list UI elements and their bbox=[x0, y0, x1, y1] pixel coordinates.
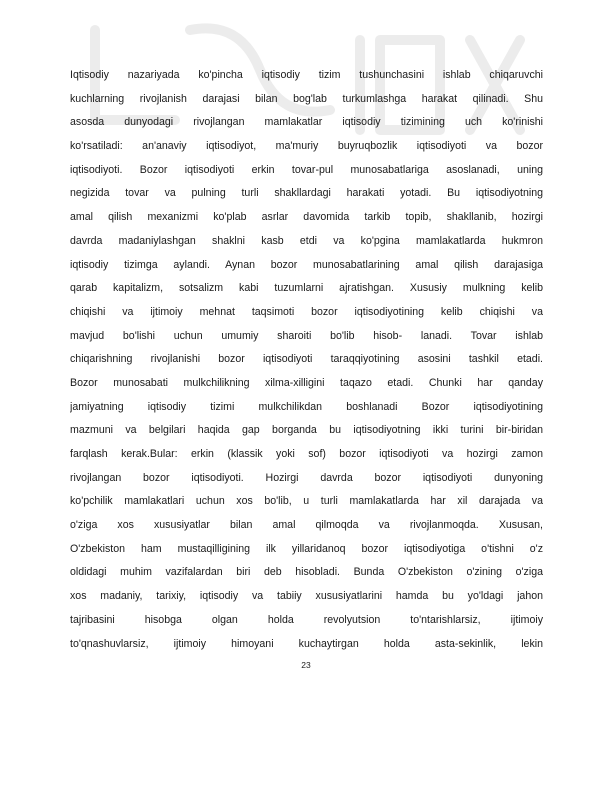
text-line: jamiyatning iqtisodiy tizimi mulkchilikdan boshlanadi Bozor iqtisodiyotining bbox=[70, 400, 543, 413]
text-line: kuchlarning rivojlanish darajasi bilan bog'lab turkumlashga harakat qilinadi. Shu bbox=[70, 92, 543, 105]
text-line: iqtisodiy tizimga aylandi. Aynan bozor munosabatlarining amal qilish darajasiga bbox=[70, 258, 543, 271]
text-line: chiqishi va ijtimoiy mehnat taqsimoti bozor iqtisodiyotining kelib chiqishi va bbox=[70, 305, 543, 318]
text-line: mazmuni va belgilari haqida gap borganda bu iqtisodiyotning ikki turini bir-biridan bbox=[70, 424, 543, 437]
text-line: ko'pchilik mamlakatlari uchun xos bo'lib, u turli mamlakatlarda har xil darajada va bbox=[70, 495, 543, 508]
text-line: Iqtisodiy nazariyada ko'pincha iqtisodiy tizim tushunchasini ishlab chiqaruvchi bbox=[70, 69, 543, 81]
text-line: to'qnashuvlarsiz, ijtimoiy himoyani kuchaytirgan holda asta-sekinlik, lekin bbox=[70, 637, 543, 650]
text-line: mavjud bo'lishi uchun umumiy sharoiti bo'lib hisob- lanadi. Tovar ishlab bbox=[70, 329, 543, 342]
text-line: tajribasini hisobga olgan holda revolyutsion to'ntarishlarsiz, ijtimoiy bbox=[70, 613, 543, 626]
text-line: qarab kapitalizm, sotsalizm kabi tuzumlarni ajratishgan. Xususiy mulkning kelib bbox=[70, 282, 543, 295]
text-line: farqlash kerak.Bular: erkin (klassik yoki sof) bozor iqtisodiyoti va hozirgi zamon bbox=[70, 448, 543, 460]
text-line: davrda madaniylashgan shaklni kasb etdi va ko'pgina mamlakatlarda hukmron bbox=[70, 234, 543, 247]
document-body bbox=[70, 64, 543, 656]
text-line: xos madaniy, tarixiy, iqtisodiy va tabiiy xususiyatlarini hamda bu yo'ldagi jahon bbox=[70, 590, 543, 603]
text-line: O'zbekiston ham mustaqilligining ilk yillaridanoq bozor iqtisodiyotiga o'tishni o'z bbox=[70, 542, 543, 555]
text-line: negizida tovar va pulning turli shakllardagi harakati yotadi. Bu iqtisodiyotning bbox=[70, 187, 543, 200]
text-line: ko'rsatiladi: an'anaviy iqtisodiyot, ma'muriy buyruqbozlik iqtisodiyoti va bozor bbox=[70, 140, 543, 153]
text-line: oldidagi muhim vazifalardan biri deb hisobladi. Bunda O'zbekiston o'zining o'ziga bbox=[70, 566, 543, 579]
page-number: 23 bbox=[301, 660, 311, 670]
text-line: o'ziga xos xususiyatlar bilan amal qilmoqda va rivojlanmoqda. Xususan, bbox=[70, 519, 543, 532]
text-line: Bozor munosabati mulkchilikning xilma-xilligini taqazo etadi. Chunki har qanday bbox=[70, 376, 543, 389]
text-line: rivojlangan bozor iqtisodiyoti. Hozirgi davrda bozor iqtisodiyoti dunyoning bbox=[70, 471, 543, 484]
text-line: chiqarishning rivojlanishi bozor iqtisodiyoti taraqqiyotining asosini tashkil etadi. bbox=[70, 353, 543, 366]
text-line: asosda dunyodagi rivojlangan mamlakatlar iqtisodiy tizimining uch ko'rinishi bbox=[70, 116, 543, 129]
text-line: iqtisodiyoti. Bozor iqtisodiyoti erkin tovar-pul munosabatlariga asoslanadi, uning bbox=[70, 163, 543, 176]
text-line: amal qilish mexanizmi ko'plab asrlar davomida tarkib topib, shakllanib, hozirgi bbox=[70, 211, 543, 224]
